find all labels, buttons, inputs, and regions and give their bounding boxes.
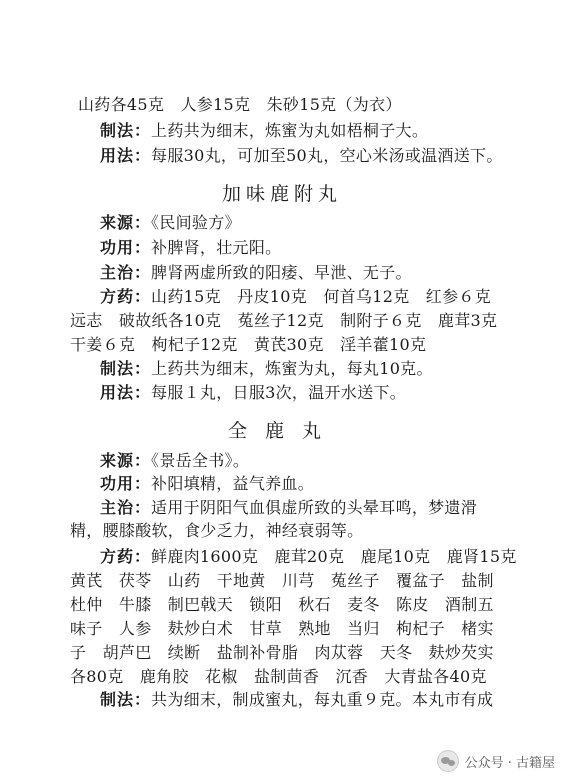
section-title-jiawei: 加味鹿附丸: [222, 183, 343, 205]
jiawei-formula-line2: 远志 破故纸各10克 菟丝子12克 制附子６克 鹿茸3克: [70, 311, 498, 330]
quanlu-formula-line5: 子 胡芦巴 续断 盐制补骨脂 肉苁蓉 天冬 麸炒芡实: [70, 643, 494, 662]
source-label: 来源：: [100, 213, 152, 232]
quanlu-method: [100, 690, 493, 710]
prev-ingredients-line: 山药各45克 人参15克 朱砂15克（为衣）: [78, 95, 402, 114]
source-label: 来源：: [100, 451, 152, 470]
quanlu-formula-line2: 黄芪 茯苓 山药 干地黄 川芎 菟丝子 覆盆子 盐制: [70, 571, 494, 590]
method-label: 制法：: [100, 690, 152, 709]
jiawei-source: [100, 213, 241, 233]
wechat-icon: [437, 750, 459, 772]
jiawei-indication: [100, 263, 412, 283]
source-text: 《景岳全书》。: [151, 451, 250, 470]
source-text: 《民间验方》: [151, 213, 241, 232]
indication-text: 适用于阴阳气血俱虚所致的头晕耳鸣，梦遗滑: [151, 498, 478, 517]
watermark: [437, 750, 555, 772]
usage-text: 每服30丸，可加至50丸，空心米汤或温酒送下。: [151, 146, 503, 165]
quanlu-formula-line3: 杜仲 牛膝 制巴戟天 锁阳 秋石 麦冬 陈皮 酒制五: [70, 595, 494, 614]
indication-label: 主治：: [100, 263, 152, 282]
method-label: 制法：: [100, 359, 152, 378]
effect-label: 功用：: [100, 238, 152, 257]
prev-usage: [100, 146, 503, 166]
jiawei-formula: [100, 287, 491, 307]
jiawei-formula-line3: 干姜６克 枸杞子12克 黄芪30克 淫羊藿10克: [70, 335, 427, 354]
watermark-text: 公众号 · 古籍屋: [464, 755, 555, 771]
indication-text: 脾肾两虚所致的阳痿、早泄、无子。: [151, 263, 412, 282]
effect-text: 补脾肾，壮元阳。: [151, 238, 282, 257]
jiawei-usage: [100, 383, 406, 403]
formula-label: 方药：: [100, 287, 152, 306]
quanlu-formula-line6: 各80克 鹿角胶 花椒 盐制茴香 沉香 大青盐各40克: [70, 667, 487, 686]
formula-text: 鲜鹿肉1600克 鹿茸20克 鹿尾10克 鹿肾15克: [151, 547, 517, 566]
section-title-quanlu: 全鹿丸: [228, 420, 340, 442]
usage-text: 每服１丸，日服3次，温开水送下。: [151, 383, 406, 402]
quanlu-formula: [100, 547, 517, 567]
method-label: 制法：: [100, 121, 152, 140]
usage-label: 用法：: [100, 383, 152, 402]
method-text: 上药共为细末，炼蜜为丸如梧桐子大。: [151, 121, 429, 140]
effect-label: 功用：: [100, 474, 152, 493]
quanlu-indication: [100, 498, 477, 518]
usage-label: 用法：: [100, 146, 152, 165]
method-text: 共为细末，制成蜜丸，每丸重９克。本丸市有成: [151, 690, 494, 709]
quanlu-indication-line2: 精，腰膝酸软，食少乏力，神经衰弱等。: [70, 521, 364, 540]
indication-label: 主治：: [100, 498, 152, 517]
quanlu-effect: [100, 474, 314, 494]
formula-text: 山药15克 丹皮10克 何首乌12克 红参６克: [151, 287, 491, 306]
prev-method: [100, 121, 428, 141]
method-text: 上药共为细末，炼蜜为丸，每丸10克。: [151, 359, 433, 378]
formula-label: 方药：: [100, 547, 152, 566]
quanlu-source: [100, 451, 249, 471]
jiawei-effect: [100, 238, 281, 258]
jiawei-method: [100, 359, 433, 379]
quanlu-formula-line4: 味子 人参 麸炒白术 甘草 熟地 当归 枸杞子 楮实: [70, 619, 494, 638]
effect-text: 补阳填精，益气养血。: [151, 474, 315, 493]
